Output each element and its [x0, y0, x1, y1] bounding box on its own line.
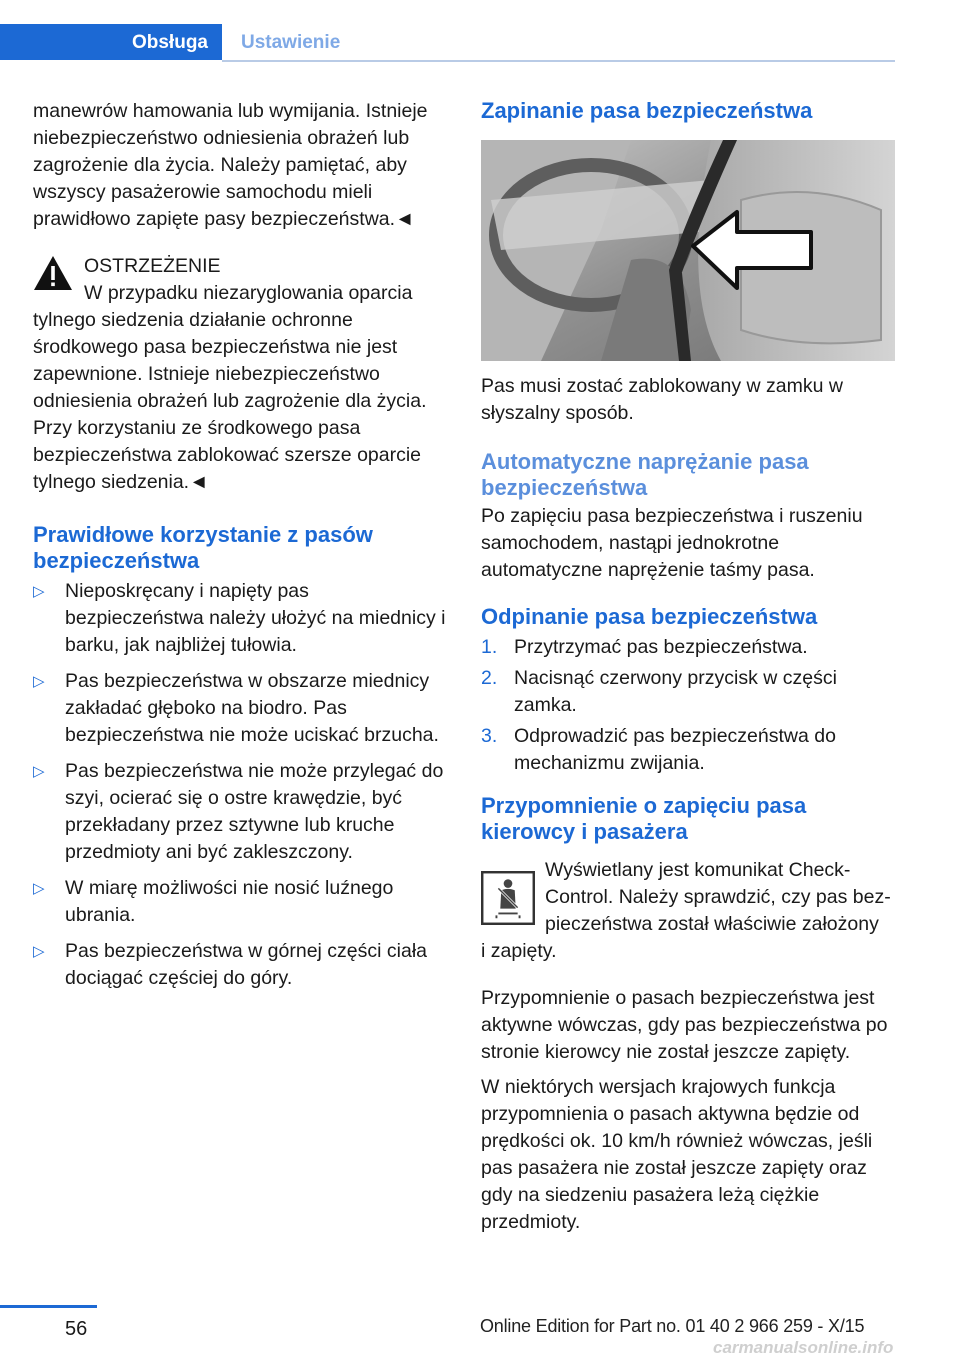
tab-ustawienie[interactable]: Ustawienie — [241, 32, 341, 53]
section-title-proper-use: Prawidłowe korzystanie z pasów bezpieczeństwa — [33, 522, 373, 573]
triangle-bullet-icon: ▷ — [33, 943, 45, 960]
right-column — [481, 98, 895, 1236]
warning-triangle-icon — [33, 255, 73, 291]
triangle-bullet-icon: ▷ — [33, 583, 45, 600]
triangle-bullet-icon: ▷ — [33, 763, 45, 780]
triangle-bullet-icon: ▷ — [33, 880, 45, 897]
reminder-line1: Wyświetlany jest komunikat Check- — [545, 859, 851, 881]
warning-text: tylnego siedzenia działanie ochronne środkowego pasa bezpieczeństwa nie jest zapewnione. Istnieje niebezpieczeństwo odniesienia obrażeń lub zagrożenie dla życia. Przy korzystaniu ze środkowego pasa bezpieczeństwa zablokować szersze oparcie tylnego siedzenia.◄ — [33, 309, 427, 493]
list-item: ▷ Nieposkręcany i napięty pas bezpieczeństwa należy ułożyć na miednicy i barku, jak najbliżej tułowia. — [33, 580, 446, 656]
tab-obsluga[interactable]: Obsługa — [0, 24, 222, 60]
fasten-text: Pas musi zostać zablokowany w zamku w słyszalny sposób. — [481, 375, 843, 424]
header-divider — [222, 60, 895, 62]
section-title-auto-tension: Automatyczne naprężanie pasa bezpieczeństwa — [481, 449, 809, 500]
watermark: carmanualsonline.info — [713, 1338, 894, 1357]
warning-title: OSTRZEŻENIE — [84, 255, 221, 277]
warning-line1: W przypadku niezaryglowania oparcia — [84, 282, 413, 304]
reminder-line2: Control. Należy sprawdzić, czy pas bez- — [545, 886, 891, 908]
warning-box — [33, 253, 447, 496]
reminder-paragraph-2: Przypomnienie o pasach bezpieczeństwa jest aktywne wówczas, gdy pas bezpieczeństwa po stronie kierowcy nie został jeszcze zapięty. — [481, 987, 888, 1063]
list-item: 3. Odprowadzić pas bezpieczeństwa do mechanizmu zwijania. — [481, 725, 836, 774]
reminder-block — [481, 857, 895, 965]
reminder-line3: pieczeństwa został właściwie założony — [545, 913, 879, 935]
triangle-bullet-icon: ▷ — [33, 673, 45, 690]
section-title-fasten: Zapinanie pasa bezpieczeństwa — [481, 98, 813, 123]
bullet-list — [33, 578, 447, 992]
steps-list — [481, 634, 895, 777]
intro-paragraph: manewrów hamowania lub wymijania. Istnieje niebezpieczeństwo odniesienia obrażeń lub zagrożenie dla życia. Należy pamiętać, aby wszyscy pasażerowie samochodu mieli prawidłowo zapięte pasy bezpieczeństwa.◄ — [33, 100, 428, 230]
list-item: ▷ Pas bezpieczeństwa nie może przylegać do szyi, ocierać się o ostre krawędzie, być przekładany przez sztywne lub kruche przedmioty ani być zakleszczony. — [33, 760, 444, 863]
reminder-line4: i zapięty. — [481, 940, 557, 962]
list-item: ▷ W miarę możliwości nie nosić luźnego ubrania. — [33, 877, 394, 926]
left-column — [33, 98, 447, 1001]
seatbelt-buckle-photo — [481, 140, 895, 361]
list-item: 1. Przytrzymać pas bezpieczeństwa. — [481, 636, 808, 658]
list-item: 2. Nacisnąć czerwony przycisk w części zamka. — [481, 667, 837, 716]
page-number: 56 — [65, 1318, 88, 1340]
footer-rule — [0, 1305, 97, 1308]
auto-tension-text: Po zapięciu pasa bezpieczeństwa i ruszeniu samochodem, nastąpi jednokrotne automatyczne naprężenie taśmy pasa. — [481, 505, 863, 581]
section-title-reminder: Przypomnienie o zapięciu pasa kierowcy i pasażera — [481, 793, 807, 844]
list-item: ▷ Pas bezpieczeństwa w górnej części ciała dociągać częściej do góry. — [33, 940, 428, 989]
section-title-unfasten: Odpinanie pasa bezpieczeństwa — [481, 604, 818, 629]
reminder-paragraph-3: W niektórych wersjach krajowych funkcja przypomnienia o pasach aktywna będzie od prędkości ok. 10 km/h również wówczas, jeśli pas pasażera nie został jeszcze zapięty oraz gdy na siedzeniu pasażera leżą ciężkie przedmioty. — [481, 1076, 873, 1233]
seatbelt-icon — [481, 871, 535, 925]
list-item: ▷ Pas bezpieczeństwa w obszarze miednicy zakładać głęboko na biodro. Pas bezpieczeństwa nie może uciskać brzucha. — [33, 670, 439, 746]
header-tabs — [0, 24, 340, 60]
edition-text: Online Edition for Part no. 01 40 2 966 259 - X/15 — [480, 1316, 865, 1336]
